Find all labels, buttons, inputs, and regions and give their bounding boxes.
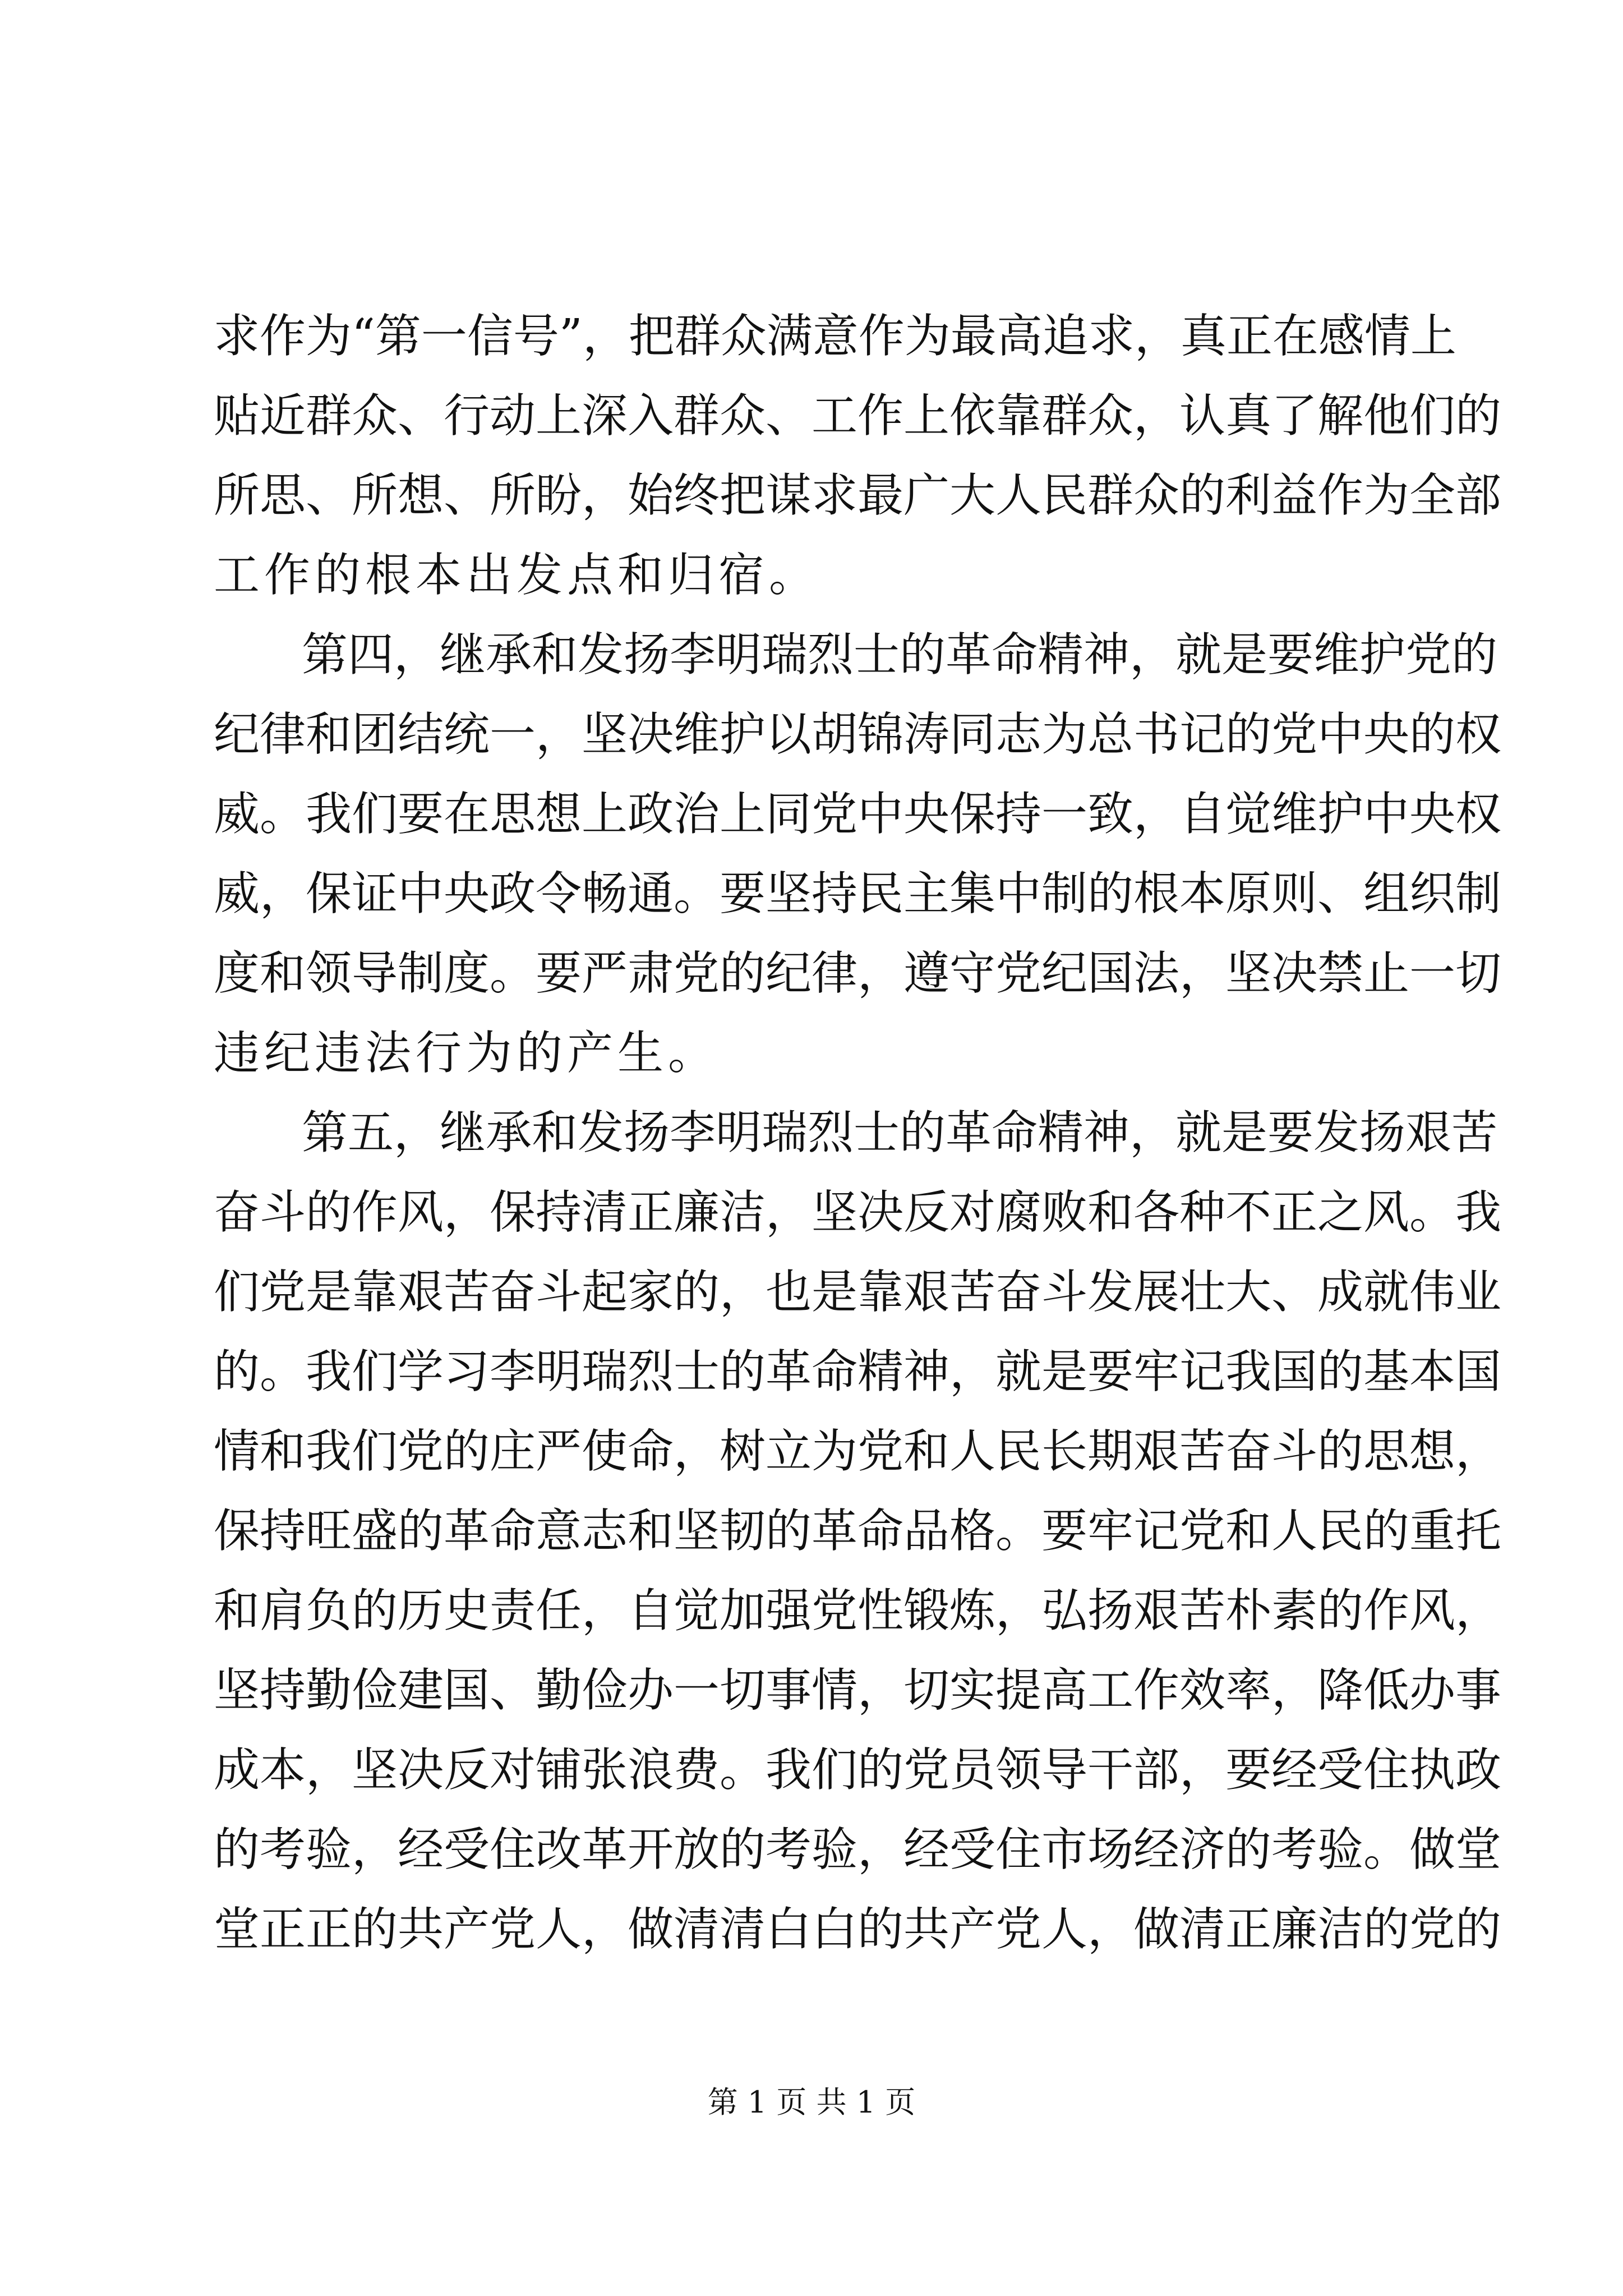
- text-line: 所思、所想、所盼，始终把谋求最广大人民群众的利益作为全部: [214, 469, 1502, 522]
- text-line: 成本，坚决反对铺张浪费。我们的党员领导干部，要经受住执政: [214, 1743, 1502, 1797]
- text-line: 情和我们党的庄严使命，树立为党和人民长期艰苦奋斗的思想，: [214, 1425, 1502, 1478]
- text-line: 度和领导制度。要严肃党的纪律，遵守党纪国法，坚决禁止一切: [214, 947, 1502, 1000]
- text-line: 的考验，经受住改革开放的考验，经受住市场经济的考验。做堂: [214, 1823, 1502, 1876]
- text-line: 工作的根本出发点和归宿。: [214, 549, 820, 602]
- text-line: 保持旺盛的革命意志和坚韧的革命品格。要牢记党和人民的重托: [214, 1504, 1502, 1558]
- text-line: 贴近群众、行动上深入群众、工作上依靠群众，认真了解他们的: [214, 389, 1502, 443]
- text-line: 违纪违法行为的产生。: [214, 1027, 719, 1080]
- text-line: 坚持勤俭建国、勤俭办一切事情，切实提高工作效率，降低办事: [214, 1664, 1502, 1717]
- text-line: 纪律和团结统一，坚决维护以胡锦涛同志为总书记的党中央的权: [214, 708, 1502, 761]
- text-line: 奋斗的作风，保持清正廉洁，坚决反对腐败和各种不正之风。我: [214, 1186, 1502, 1239]
- text-line: 堂正正的共产党人，做清清白白的共产党人，做清正廉洁的党的: [214, 1903, 1502, 1956]
- text-line: 威，保证中央政令畅通。要坚持民主集中制的根本原则、组织制: [214, 867, 1502, 921]
- paragraph-first-line: 第四，继承和发扬李明瑞烈士的革命精神，就是要维护党的: [302, 628, 1498, 682]
- paragraph-first-line: 第五，继承和发扬李明瑞烈士的革命精神，就是要发扬艰苦: [302, 1106, 1498, 1159]
- text-line: 威。我们要在思想上政治上同党中央保持一致，自觉维护中央权: [214, 788, 1502, 841]
- text-line: 的。我们学习李明瑞烈士的革命精神，就是要牢记我国的基本国: [214, 1345, 1502, 1398]
- text-line: 们党是靠艰苦奋斗起家的，也是靠艰苦奋斗发展壮大、成就伟业: [214, 1266, 1502, 1319]
- page-footer: 第 1 页 共 1 页: [707, 2085, 916, 2120]
- text-line: 求作为“第一信号”，把群众满意作为最高追求，真正在感情上: [214, 310, 1456, 363]
- text-line: 和肩负的历史责任，自觉加强党性锻炼，弘扬艰苦朴素的作风，: [214, 1584, 1502, 1637]
